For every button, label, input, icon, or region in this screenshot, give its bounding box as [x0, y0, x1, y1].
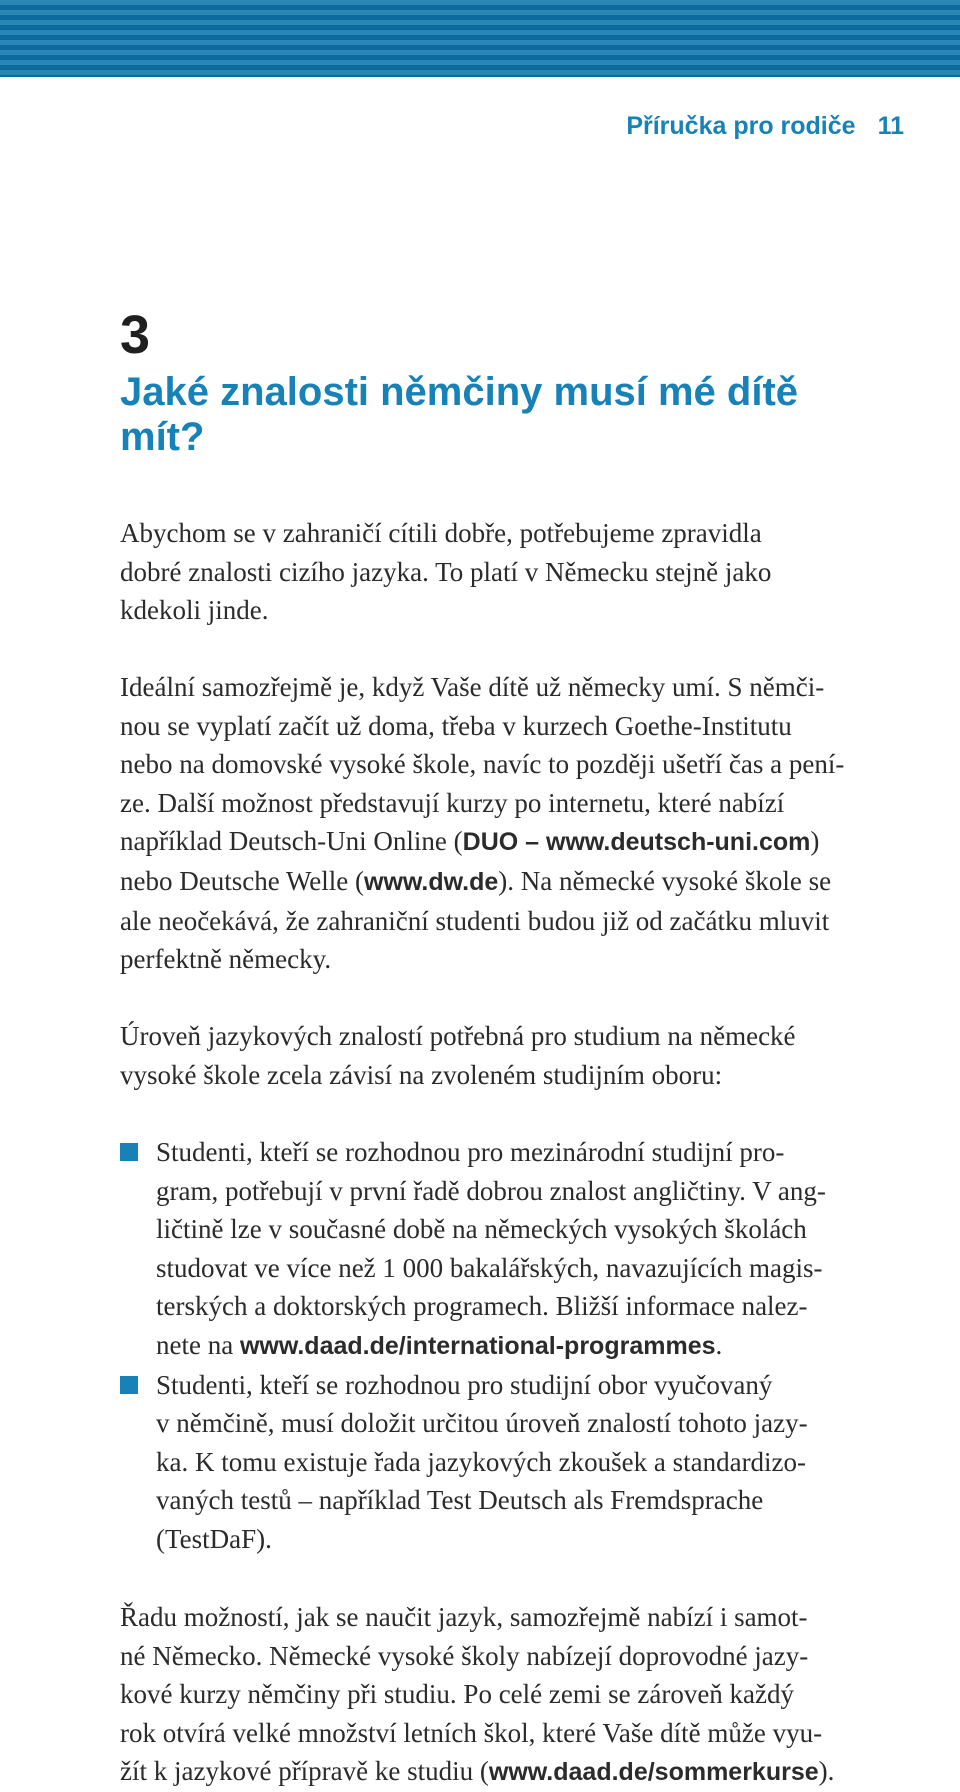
text-line: Ideální samozřejmě je, když Vaše dítě už německy umí. S němči- [120, 672, 825, 702]
text-line [156, 1326, 910, 1366]
chapter-title-line: mít? [120, 415, 205, 459]
text-line [120, 862, 898, 902]
text-fragment: . [715, 1329, 723, 1360]
text-line: ka. K tomu existuje řada jazykových zkoušek a standardizo- [156, 1446, 807, 1477]
text-line: Řadu možností, jak se naučit jazyk, samozřejmě nabízí i samot- [120, 1602, 808, 1632]
text-line: rok otvírá velké množství letních škol, které Vaše dítě může vyu- [120, 1717, 823, 1748]
duo-link[interactable]: DUO – www.deutsch-uni.com [462, 828, 811, 857]
international-programmes-link[interactable]: www.daad.de/international-programmes [239, 1331, 716, 1360]
text-fragment: žít k jazykové přípravě ke studiu ( [120, 1756, 489, 1787]
running-header [626, 112, 904, 141]
text-line [120, 822, 898, 862]
text-fragment: ) [810, 826, 820, 857]
square-bullet-icon [120, 1143, 138, 1161]
chapter-title [120, 370, 880, 460]
running-title: Příručka pro rodiče [626, 112, 856, 140]
text-line: vaných testů – například Test Deutsch als Fremdsprache [156, 1485, 764, 1516]
header-stripe-band [0, 0, 960, 77]
text-line: perfektně německy. [120, 944, 332, 975]
text-line: terských a doktorských programech. Bližší informace nalez- [156, 1291, 808, 1322]
dw-link[interactable]: www.dw.de [364, 867, 499, 896]
text-fragment: nete na [156, 1329, 240, 1360]
text-fragment: ). [818, 1756, 835, 1787]
chapter-number: 3 [120, 305, 151, 365]
text-line [120, 1752, 898, 1792]
text-fragment: ). Na německé vysoké škole se [498, 865, 832, 896]
text-line: kové kurzy němčiny při studiu. Po celé zemi se zároveň každý [120, 1679, 795, 1710]
text-fragment: například Deutsch-Uni Online ( [120, 826, 463, 857]
text-line: dobré znalosti cizího jazyka. To platí v Německu stejně jako [120, 556, 772, 587]
list-item [120, 1133, 910, 1366]
text-line: vysoké škole zcela závisí na zvoleném studijním oboru: [120, 1059, 723, 1090]
text-line: ale neočekává, že zahraniční studenti budou již od začátku mluvit [120, 905, 830, 936]
paragraph-level-depends [120, 1017, 898, 1094]
paragraph-language-options [120, 668, 898, 979]
paragraph-intro [120, 514, 898, 630]
text-line: né Německo. Německé vysoké školy nabízejí doprovodné jazy- [120, 1640, 809, 1671]
square-bullet-icon [120, 1376, 138, 1394]
text-line: Úroveň jazykových znalostí potřebná pro studium na německé [120, 1021, 796, 1051]
text-line: nou se vyplatí začít už doma, třeba v kurzech Goethe-Institutu [120, 710, 792, 741]
text-line: kdekoli jinde. [120, 595, 269, 626]
text-line: gram, potřebují v první řadě dobrou znalost angličtiny. V ang- [156, 1175, 826, 1206]
text-line: nebo na domovské vysoké škole, navíc to později ušetří čas a pení- [120, 749, 845, 780]
text-line: Studenti, kteří se rozhodnou pro mezinárodní studijní pro- [156, 1137, 785, 1167]
page-number: 11 [877, 112, 904, 140]
text-fragment: nebo Deutsche Welle ( [120, 865, 364, 896]
sommerkurse-link[interactable]: www.daad.de/sommerkurse [488, 1758, 819, 1787]
requirements-list [120, 1133, 910, 1559]
list-item [120, 1366, 910, 1559]
text-line: ze. Další možnost představují kurzy po internetu, které nabízí [120, 787, 785, 818]
text-line: studovat ve více než 1 000 bakalářských, navazujících magis- [156, 1252, 823, 1283]
paragraph-germany-courses [120, 1598, 898, 1792]
text-line: Abychom se v zahraničí cítili dobře, potřebujeme zpravidla [120, 518, 762, 548]
text-line: Studenti, kteří se rozhodnou pro studijní obor vyučovaný [156, 1369, 773, 1400]
text-line: v němčině, musí doložit určitou úroveň znalostí tohoto jazy- [156, 1408, 808, 1439]
text-line: ličtině lze v současné době na německých vysokých školách [156, 1214, 807, 1245]
chapter-title-line: Jaké znalosti němčiny musí mé dítě [120, 370, 799, 414]
text-line: (TestDaF). [156, 1523, 272, 1554]
